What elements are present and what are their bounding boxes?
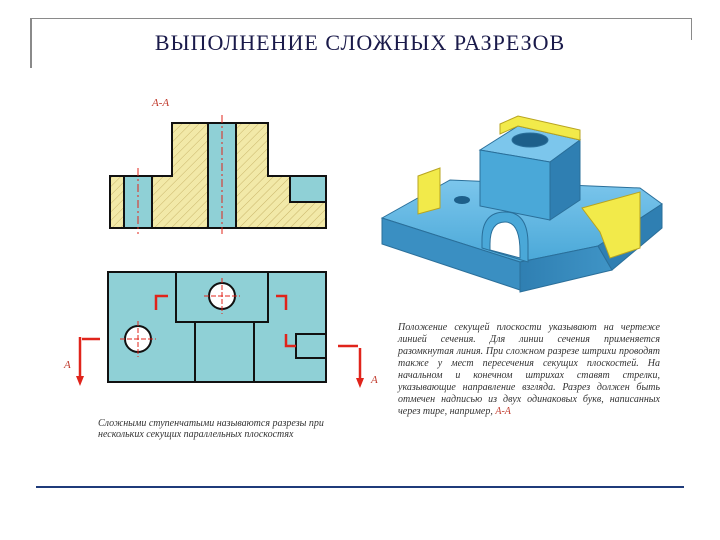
plan-view	[108, 272, 326, 382]
cut-mark-left-label: А	[64, 359, 71, 371]
section-view	[110, 115, 326, 234]
caption-right	[398, 322, 660, 418]
plan-right-rect	[296, 334, 326, 358]
model-top-bore	[512, 133, 548, 147]
section-label: А-А	[152, 97, 170, 109]
model-3d	[382, 116, 662, 292]
bottom-rule	[36, 486, 684, 488]
caption-right-example: А-А	[495, 406, 511, 417]
caption-right-text: Положение секущей плоскости указывают на чертеже линией сечения. Для линии сечения применяется разомкнутая линия. При сложном разрезе штрихи проводят также у мест пересечения секущих плоскостей. На начальном и конечном штрихах ставят стрелки, указывающие направление взгляда. Разрез должен быть отмечен надписью из двух одинаковых букв, написанных через тире, например,	[398, 322, 660, 417]
caption-left: Сложными ступенчатыми называются разрезы при нескольких секущих параллельных плоскостях	[98, 418, 324, 440]
plan-inner-rect	[195, 322, 254, 382]
model-left-hole	[454, 196, 470, 204]
model-cut-face-left	[418, 168, 440, 214]
slide-title: ВЫПОЛНЕНИЕ СЛОЖНЫХ РАЗРЕЗОВ	[154, 30, 566, 55]
section-right-step	[290, 176, 326, 202]
cut-mark-right-label: А	[371, 374, 378, 386]
